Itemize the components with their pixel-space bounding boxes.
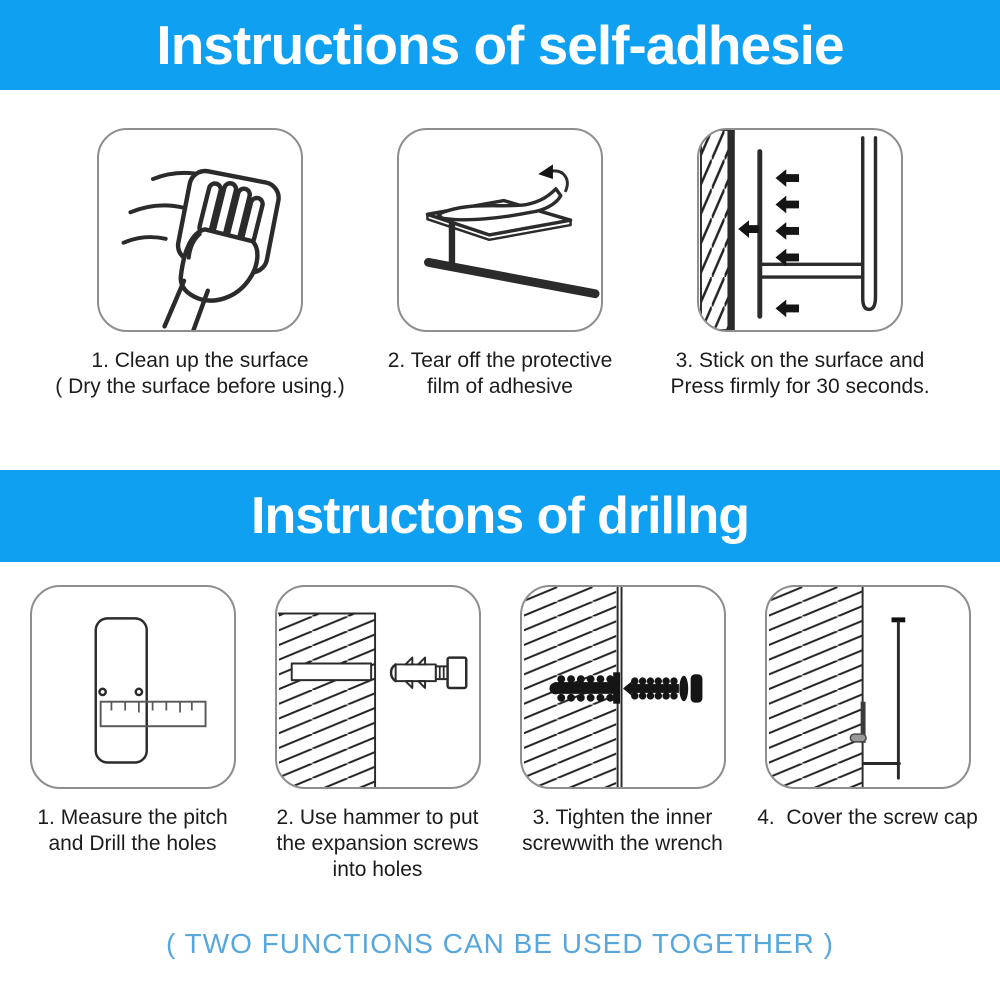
adhesive-step-3 bbox=[650, 128, 950, 421]
drilling-step-4-caption: 4. Cover the screw cap bbox=[757, 806, 978, 829]
drilling-step-3-card bbox=[520, 585, 726, 789]
drilling-section-banner bbox=[0, 470, 1000, 562]
drilling-step-4 bbox=[745, 585, 990, 904]
footer-note: ( TWO FUNCTIONS CAN BE USED TOGETHER ) bbox=[165, 928, 835, 959]
drilling-section-title: Instructons of drillng bbox=[251, 487, 749, 545]
drilling-step-1-card bbox=[30, 585, 236, 789]
adhesive-step-1-card bbox=[97, 128, 303, 332]
drilling-step-3-caption: 3. Tighten the inner screwwith the wrench bbox=[522, 806, 723, 855]
adhesive-step-2-card bbox=[397, 128, 603, 332]
drilling-step-1 bbox=[10, 585, 255, 904]
wipe-surface-icon bbox=[99, 130, 301, 330]
adhesive-step-3-card bbox=[697, 128, 903, 332]
measure-pitch-icon bbox=[32, 587, 234, 787]
adhesive-step-2 bbox=[350, 128, 650, 421]
adhesive-section-title: Instructions of self-adhesie bbox=[156, 13, 844, 76]
tighten-screw-icon bbox=[522, 587, 724, 787]
drilling-steps-row bbox=[0, 585, 1000, 904]
adhesive-step-2-caption: 2. Tear off the protective film of adhesive bbox=[387, 349, 613, 398]
cover-cap-icon bbox=[767, 587, 969, 787]
peel-film-icon bbox=[399, 130, 601, 330]
drilling-step-3 bbox=[500, 585, 745, 904]
adhesive-step-1 bbox=[50, 128, 350, 421]
drilling-step-2 bbox=[255, 585, 500, 904]
adhesive-steps-row bbox=[0, 128, 1000, 421]
drilling-step-1-caption: 1. Measure the pitch and Drill the holes bbox=[37, 806, 228, 855]
adhesive-step-3-caption: 3. Stick on the surface and Press firmly for 30 seconds. bbox=[670, 349, 930, 398]
adhesive-step-1-caption: 1. Clean up the surface ( Dry the surface before using.) bbox=[55, 349, 345, 398]
drilling-step-2-caption: 2. Use hammer to put the expansion screws into holes bbox=[276, 806, 479, 881]
drilling-step-2-card bbox=[275, 585, 481, 789]
drilling-step-4-card bbox=[765, 585, 971, 789]
press-on-wall-icon bbox=[699, 130, 901, 330]
expansion-screw-icon bbox=[277, 587, 479, 787]
adhesive-section-banner bbox=[0, 0, 1000, 90]
